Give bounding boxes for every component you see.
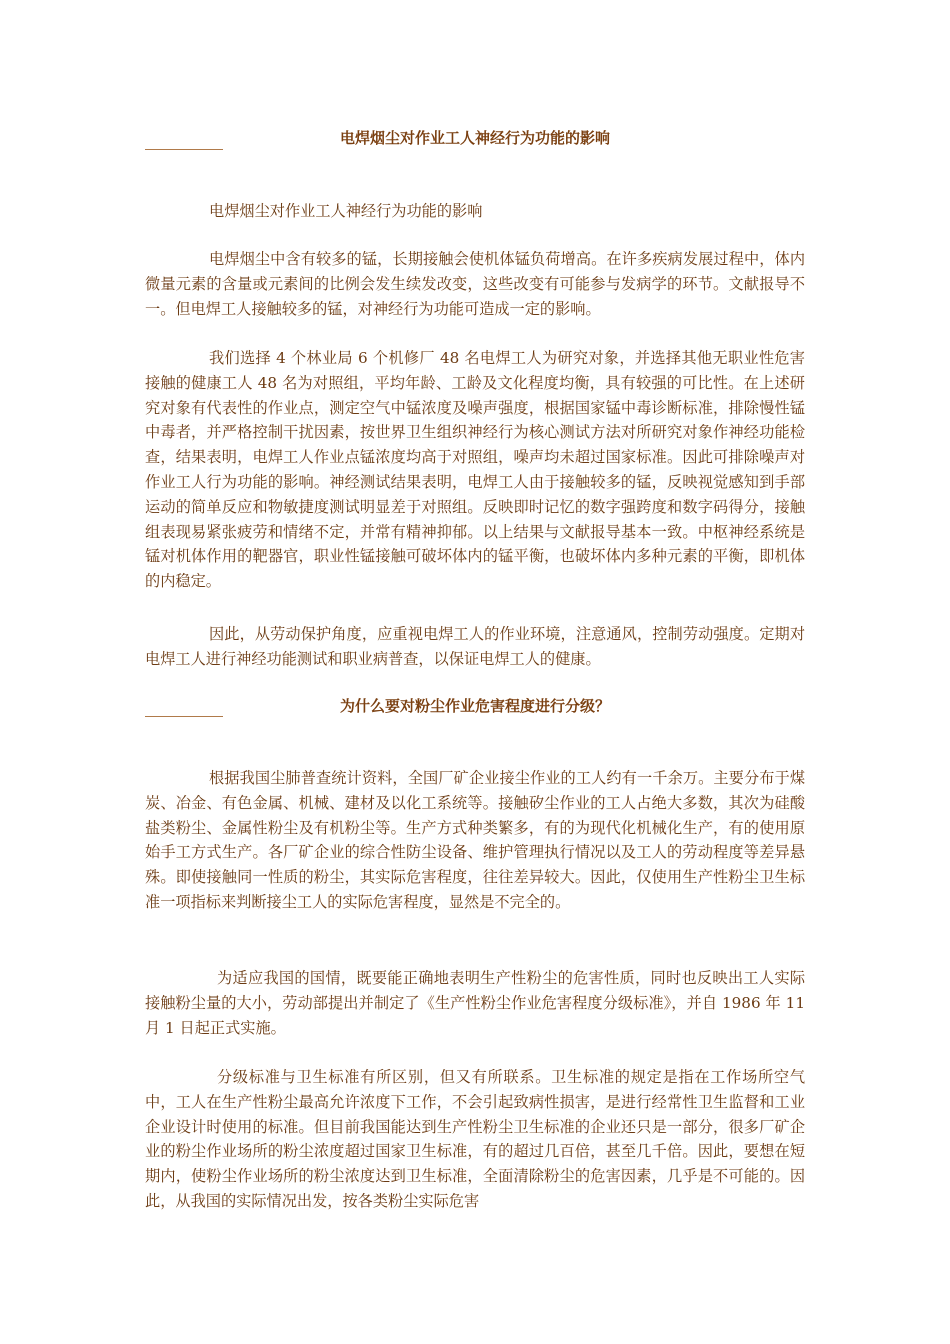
paragraph: 电焊烟尘中含有较多的锰，长期接触会使机体锰负荷增高。在许多疾病发展过程中，体内微量元素的含量或元素间的比例会发生续发改变，这些改变有可能参与发病学的环节。文献报导不一。但电焊工人接触较多的锰，对神经行为功能可造成一定的影响。 <box>145 250 805 318</box>
paragraph: 分级标准与卫生标准有所区别，但又有所联系。卫生标准的规定是指在工作场所空气中，工人在生产性粉尘最高允许浓度下工作，不会引起致病性损害，是进行经常性卫生监督和工业企业设计时使用的标准。但目前我国能达到生产性粉尘卫生标准的企业还只是一部分，很多厂矿企业的粉尘作业场所的粉尘浓度超过国家卫生标准，有的超过几百倍，甚至几千倍。因此，要想在短期内，使粉尘作业场所的粉尘浓度达到卫生标准，全面清除粉尘的危害因素，几乎是不可能的。因此，从我国的实际情况出发，按各类粉尘实际危害 <box>145 1068 805 1210</box>
section-subtitle: 电焊烟尘对作业工人神经行为功能的影响 <box>209 202 483 220</box>
section-heading: 电焊烟尘对作业工人神经行为功能的影响 <box>339 129 610 147</box>
paragraph: 因此，从劳动保护角度，应重视电焊工人的作业环境，注意通风，控制劳动强度。定期对电焊工人进行神经功能测试和职业病普查，以保证电焊工人的健康。 <box>145 625 805 668</box>
paragraph: 根据我国尘肺普查统计资料，全国厂矿企业接尘作业的工人约有一千余万。主要分布于煤炭、冶金、有色金属、机械、建材及以化工系统等。接触矽尘作业的工人占绝大多数，其次为硅酸盐类粉尘、金属性粉尘及有机粉尘等。生产方式种类繁多，有的为现代化机械化生产，有的使用原始手工方式生产。各厂矿企业的综合性防尘设备、维护管理执行情况以及工人的劳动程度等差异悬殊。即使接触同一性质的粉尘，其实际危害程度，往往差异较大。因此，仅使用生产性粉尘卫生标准一项指标来判断接尘工人的实际危害程度，显然是不完全的。 <box>145 769 805 911</box>
paragraph: 我们选择 4 个林业局 6 个机修厂 48 名电焊工人为研究对象，并选择其他无职业性危害接触的健康工人 48 名为对照组，平均年龄、工龄及文化程度均衡，具有较强的可比性。在上述研究对象有代表性的作业点，测定空气中锰浓度及噪声强度，根据国家锰中毒诊断标准，排除慢性锰中毒者，并严格控制干扰因素，按世界卫生组织神经行为核心测试方法对所研究对象作神经功能检查，结果表明，电焊工人作业点锰浓度均高于对照组，噪声均未超过国家标准。因此可排除噪声对作业工人行为功能的影响。神经测试结果表明，电焊工人由于接触较多的锰，反映视觉感知到手部运动的简单反应和物敏捷度测试明显差于对照组。反映即时记忆的数字强跨度和数字码得分，接触组表现易紧张疲劳和情绪不定，并常有精神抑郁。以上结果与文献报导基本一致。中枢神经系统是锰对机体作用的靶器官，职业性锰接触可破坏体内的锰平衡，也破坏体内多种元素的平衡，即机体的内稳定。 <box>145 349 805 591</box>
paragraph: 为适应我国的国情，既要能正确地表明生产性粉尘的危害性质，同时也反映出工人实际接触粉尘量的大小，劳动部提出并制定了《生产性粉尘作业危害程度分级标准》，并自 1986 年 11 月 1 日起正式实施。 <box>145 969 810 1037</box>
section-heading: 为什么要对粉尘作业危害程度进行分级？ <box>339 697 610 715</box>
heading-rule <box>145 149 223 150</box>
heading-rule <box>145 716 223 717</box>
